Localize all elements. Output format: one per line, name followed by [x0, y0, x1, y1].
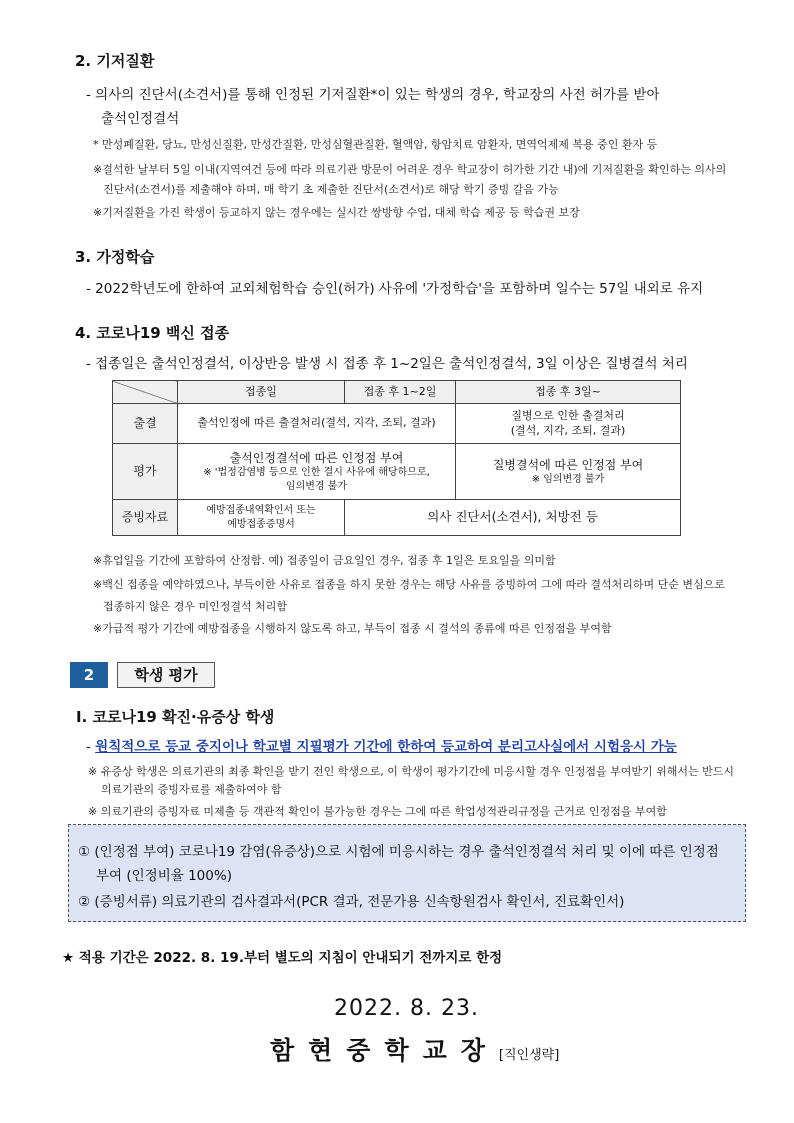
principle-dash: -	[86, 739, 91, 755]
document-date: 2022. 8. 23.	[334, 996, 479, 1021]
section-4-note-2a: ※백신 접종을 예약하였으나, 부득이한 사유로 접종을 하지 못한 경우는 해당 사유를 증빙하여 그에 따라 결석처리하며 단순 변심으로	[93, 578, 725, 591]
part-2-sub-heading: Ⅰ. 코로나19 확진·유증상 학생	[76, 708, 275, 726]
attendance-cell-b	[456, 404, 681, 444]
application-period: ★ 적용 기간은 2022. 8. 19.부터 별도의 지침이 안내되기 전까지로 한정	[62, 950, 503, 966]
evaluation-b-line-2: ※ 임의변경 불가	[531, 473, 605, 485]
principle-line	[86, 735, 677, 755]
section-2-line-2: 출석인정결석	[101, 111, 180, 127]
proof-a-line-1: 예방접종내역확인서 또는	[206, 505, 316, 516]
attendance-b-line-2: (결석, 지각, 조퇴, 결과)	[510, 423, 626, 437]
notice-item-2: ② (증빙서류) 의료기관의 검사결과서(PCR 결과, 전문가용 신속항원검사 확인서, 진료확인서)	[78, 894, 625, 910]
col-header-day3: 접종 후 3일~	[456, 381, 681, 404]
col-header-day0: 접종일	[178, 381, 345, 404]
col-header-day12: 접종 후 1~2일	[345, 381, 456, 404]
part-2-note-2: ※ 의료기관의 증빙자료 미제출 등 객관적 확인이 불가능한 경우는 그에 따른 학업성적관리규정을 근거로 인정점을 부여함	[88, 805, 667, 818]
principle-text: 원칙적으로 등교 중지이나 학교별 지필평가 기간에 한하여 등교하여 분리고사실에서 시험응시 가능	[95, 739, 677, 755]
evaluation-cell-b	[456, 444, 681, 500]
vaccine-table	[112, 380, 681, 536]
part-title: 학생 평가	[117, 662, 215, 688]
evaluation-a-line-1: 출석인정결석에 따른 인정점 부여	[229, 450, 404, 465]
attendance-cell-a	[178, 404, 456, 444]
section-3-heading: 3. 가정학습	[75, 248, 155, 266]
proof-cell-a	[178, 500, 345, 536]
proof-cell-b: 의사 진단서(소견서), 처방전 등	[345, 500, 681, 536]
section-2-line-1: - 의사의 진단서(소견서)를 통해 인정된 기저질환*이 있는 학생의 경우, 학교장의 사전 허가를 받아	[86, 87, 660, 103]
part-2-note-1b: 의료기관의 증빙자료를 제출하여야 함	[101, 783, 282, 796]
evaluation-cell-a	[178, 444, 456, 500]
principal-signature	[270, 1031, 559, 1067]
part-2-note-1a: ※ 유증상 학생은 의료기관의 최종 확인을 받기 전인 학생으로, 이 학생이 평가기간에 미응시할 경우 인정점을 부여받기 위해서는 반드시	[88, 765, 734, 778]
notice-item-1a: ① (인정점 부여) 코로나19 감염(유증상)으로 시험에 미응시하는 경우 출석인정결석 처리 및 이에 따른 인정점	[78, 844, 719, 860]
part-number-badge: 2	[70, 662, 108, 688]
section-4-note-3: ※가급적 평가 기간에 예방접종을 시행하지 않도록 하고, 부득이 접종 시 결석의 종류에 따른 인정점을 부여함	[93, 622, 612, 635]
section-4-note-1: ※휴업일을 기간에 포함하여 산정함. 예) 접종일이 금요일인 경우, 접종 후 1일은 토요일을 의미함	[93, 554, 556, 567]
principal-name: 함현중학교장	[270, 1036, 499, 1065]
evaluation-a-line-3: 임의변경 불가	[285, 480, 348, 492]
section-2-note-3: ※기저질환을 가진 학생이 등교하지 않는 경우에는 실시간 쌍방향 수업, 대체 학습 제공 등 학습권 보장	[93, 206, 580, 219]
table-corner-cell	[113, 381, 178, 404]
proof-a-line-2: 예방접종증명서	[227, 518, 295, 530]
section-4-note-2b: 접종하지 않은 경우 미인정결석 처리함	[103, 600, 288, 613]
section-2-note-2b: 진단서(소견서)를 제출해야 하며, 매 학기 초 제출한 진단서(소견서)로 해당 학기 증빙 갈음 가능	[103, 183, 559, 196]
section-2-note-2a: ※결석한 날부터 5일 이내(지역여건 등에 따라 의료기관 방문이 어려운 경우 학교장이 허가한 기간 내)에 기저질환을 확인하는 의사의	[93, 163, 727, 176]
row-header-evaluation: 평가	[113, 444, 178, 500]
attendance-a-text: 출석인정에 따른 출결처리(결석, 지각, 조퇴, 결과)	[197, 416, 436, 430]
section-4-line-1: - 접종일은 출석인정결석, 이상반응 발생 시 접종 후 1~2일은 출석인정결석, 3일 이상은 질병결석 처리	[86, 356, 688, 372]
evaluation-b-line-1: 질병결석에 따른 인정점 부여	[492, 457, 644, 472]
row-header-proof: 증빙자료	[113, 500, 178, 536]
section-2-note-1: * 만성폐질환, 당뇨, 만성신질환, 만성간질환, 만성심혈관질환, 혈액암, 항암치료 암환자, 면역억제제 복용 중인 환자 등	[93, 138, 658, 151]
notice-item-1b: 부여 (인정비율 100%)	[96, 868, 232, 884]
evaluation-a-line-2: ※ '법정감염병 등으로 인한 결시 사유에 해당하므로,	[203, 467, 430, 479]
seal-omitted-note: [직인생략]	[498, 1048, 560, 1063]
section-3-line-1: - 2022학년도에 한하여 교외체험학습 승인(허가) 사유에 '가정학습'을 포함하며 일수는 57일 내외로 유지	[86, 281, 704, 297]
section-4-heading: 4. 코로나19 백신 접종	[75, 324, 230, 342]
section-2-heading: 2. 기저질환	[75, 52, 155, 70]
attendance-b-line-1: 질병으로 인한 출결처리	[511, 408, 625, 422]
row-header-attendance: 출결	[113, 404, 178, 444]
